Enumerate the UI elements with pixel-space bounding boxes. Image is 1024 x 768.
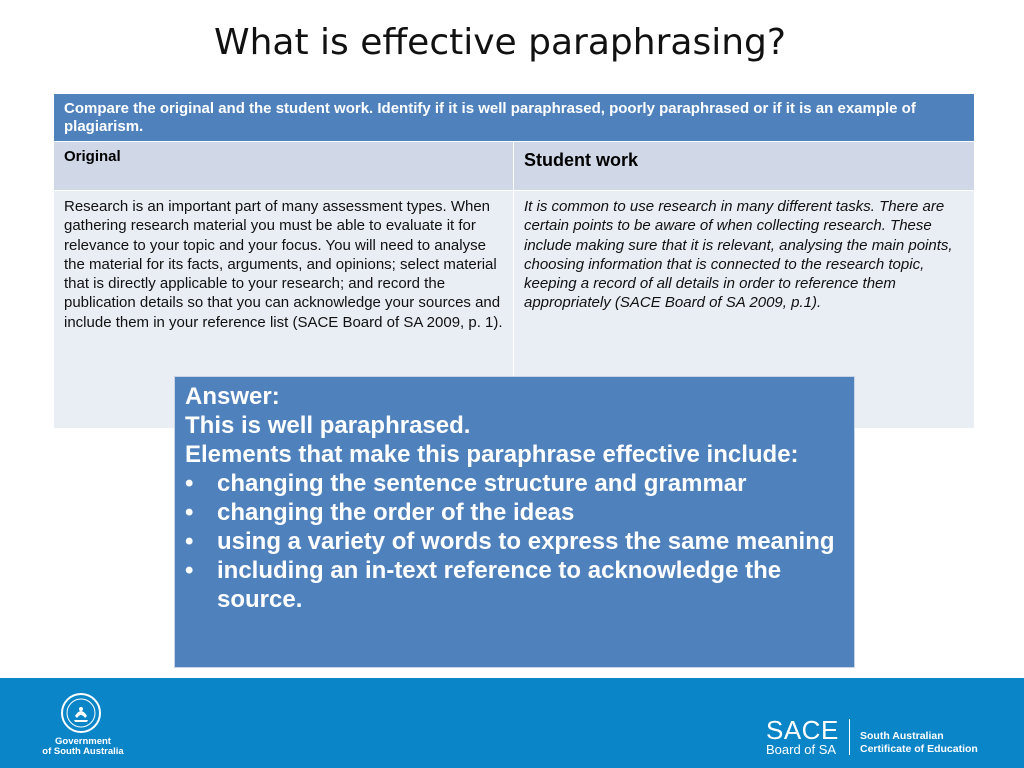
original-text: Research is an important part of many assessment types. When gathering research material you must be able to evaluate it for relevance to your topic and your focus. You will need to analyse the material for its facts, arguments, and opinions; select material that is directly applicable to your research; and record the publication details so that you can acknowledge your sources and include them in your reference list (SACE Board of SA 2009, p. 1). [54, 191, 514, 429]
answer-verdict: This is well paraphrased. [185, 412, 471, 439]
answer-heading: Answer: [185, 383, 280, 410]
bullet-icon: • [185, 499, 194, 526]
slide-title: What is effective paraphrasing? [214, 22, 786, 63]
sace-logo [766, 717, 839, 757]
logo-divider [849, 719, 850, 755]
answer-list-item [185, 527, 844, 556]
student-work-text: It is common to use research in many different tasks. There are certain points to be aware of when collecting research. These include making sure that it is relevant, analysing the main points, choosing information that is connected to the research topic, keeping a record of all details in order to reference them appropriately (SACE Board of SA 2009, p.1). [514, 191, 975, 429]
sace-board-text: Board of SA [766, 742, 837, 757]
answer-box [174, 376, 855, 668]
sace-wordmark: SACE [766, 715, 839, 745]
bullet-icon: • [185, 528, 194, 555]
gov-line-1: Government [55, 736, 111, 747]
bullet-icon: • [185, 470, 194, 497]
answer-item-text: using a variety of words to express the same meaning [217, 528, 835, 555]
instruction-text: Compare the original and the student work. Identify if it is well paraphrased, poorly paraphrased or if it is an example of plagiarism. [54, 94, 975, 142]
answer-list-item [185, 556, 844, 614]
answer-item-text: changing the order of the ideas [217, 499, 575, 526]
student-work-header: Student work [514, 142, 975, 191]
instruction-row [54, 94, 975, 142]
certificate-text [860, 730, 978, 756]
answer-list-item [185, 498, 844, 527]
cert-line-2: Certificate of Education [860, 743, 978, 755]
answer-list [185, 469, 844, 614]
cert-line-1: South Australian [860, 730, 944, 742]
answer-item-text: changing the sentence structure and grammar [217, 470, 747, 497]
answer-item-text: including an in-text reference to acknowledge the source. [217, 557, 782, 613]
government-logo-text [38, 737, 128, 757]
footer-bar [0, 678, 1024, 768]
answer-intro: Elements that make this paraphrase effective include: [185, 441, 799, 468]
original-header: Original [54, 142, 514, 191]
south-australia-crest-icon [60, 692, 102, 734]
gov-line-2: of South Australia [42, 746, 124, 757]
column-header-row [54, 142, 975, 191]
bullet-icon: • [185, 557, 194, 584]
answer-list-item [185, 469, 844, 498]
